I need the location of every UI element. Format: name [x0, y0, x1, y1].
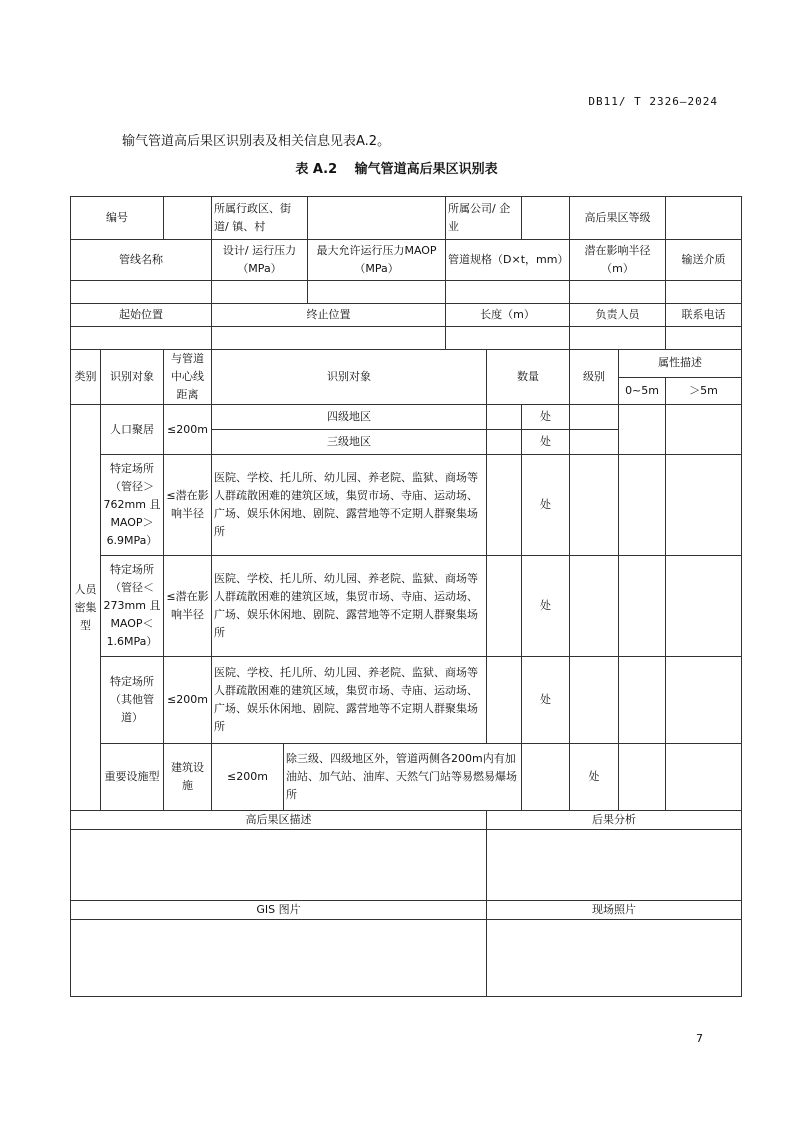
special3-object: 特定场所（其他管道） [101, 657, 164, 744]
object-header: 识别对象 [101, 350, 164, 405]
page-number: 7 [696, 1032, 703, 1045]
site-photo-box[interactable] [487, 920, 742, 997]
facility-attr-0-5[interactable] [666, 744, 742, 811]
special1-distance: ≤潜在影响半径 [164, 455, 212, 556]
special1-object: 特定场所（管径＞762mm 且MAOP＞6.9MPa） [101, 455, 164, 556]
special1-target: 医院、学校、托儿所、幼儿园、养老院、监狱、商场等人群疏散困难的建筑区域，集贸市场、寺庙、运动场、广场、娱乐休闲地、剧院、露营地等不定期人群聚集场所 [212, 455, 487, 556]
maop-value[interactable] [308, 281, 446, 304]
special2-attr-0-5[interactable] [619, 556, 666, 657]
special1-attr-0-5[interactable] [619, 455, 666, 556]
consequence-analysis-box[interactable] [487, 830, 742, 901]
phone-value[interactable] [666, 327, 742, 350]
grade3-quantity[interactable] [487, 430, 522, 455]
attribute-gt5m-header: ＞5m [666, 377, 742, 405]
target-header: 识别对象 [212, 350, 487, 405]
special1-quantity[interactable] [487, 455, 522, 556]
company-label: 所属公司/ 企业 [446, 197, 522, 240]
special3-attr-gt5[interactable] [666, 657, 742, 744]
facility-distance: ≤200m [212, 744, 284, 811]
special3-unit: 处 [522, 657, 570, 744]
special3-level[interactable] [570, 657, 619, 744]
length-value[interactable] [446, 327, 570, 350]
document-code: DB11/ T 2326—2024 [588, 95, 718, 108]
special2-unit: 处 [522, 556, 570, 657]
facility-target: 除三级、四级地区外，管道两侧各200m内有加油站、加气站、油库、天然气门站等易燃易爆场所 [284, 744, 522, 811]
grade3-unit: 处 [522, 430, 570, 455]
facility-category: 重要设施型 [101, 744, 164, 811]
facility-level[interactable] [619, 744, 666, 811]
facility-quantity[interactable] [522, 744, 570, 811]
grade4-quantity[interactable] [487, 405, 522, 430]
special2-target: 医院、学校、托儿所、幼儿园、养老院、监狱、商场等人群疏散困难的建筑区域，集贸市场、寺庙、运动场、广场、娱乐休闲地、剧院、露营地等不定期人群聚集场所 [212, 556, 487, 657]
special3-attr-0-5[interactable] [619, 657, 666, 744]
quantity-header: 数量 [487, 350, 570, 405]
facility-object: 建筑设施 [164, 744, 212, 811]
site-photo-header: 现场照片 [487, 901, 742, 920]
attribute-header: 属性描述 [619, 350, 742, 378]
pipe-spec-label: 管道规格（D×t，mm） [446, 240, 570, 281]
grade-label: 高后果区等级 [570, 197, 666, 240]
distance-header: 与管道中心线距离 [164, 350, 212, 405]
gathering-object: 人口聚居 [101, 405, 164, 455]
design-pressure-label: 设计/ 运行压力（MPa） [212, 240, 308, 281]
special3-target: 医院、学校、托儿所、幼儿园、养老院、监狱、商场等人群疏散困难的建筑区域，集贸市场、寺庙、运动场、广场、娱乐休闲地、剧院、露营地等不定期人群聚集场所 [212, 657, 487, 744]
special1-attr-gt5[interactable] [666, 455, 742, 556]
end-position-label: 终止位置 [212, 304, 446, 327]
gis-image-header: GIS 图片 [71, 901, 487, 920]
phone-label: 联系电话 [666, 304, 742, 327]
table-caption: 表 A.2 输气管道高后果区识别表 [295, 162, 498, 177]
special2-distance: ≤潜在影响半径 [164, 556, 212, 657]
start-position-label: 起始位置 [71, 304, 212, 327]
length-label: 长度（m） [446, 304, 570, 327]
gathering-attr-0-5[interactable] [619, 405, 666, 455]
consequence-analysis-header: 后果分析 [487, 811, 742, 830]
facility-unit: 处 [570, 744, 619, 811]
start-position-value[interactable] [71, 327, 212, 350]
grade4-area: 四级地区 [212, 405, 487, 430]
medium-value[interactable] [666, 281, 742, 304]
end-position-value[interactable] [212, 327, 446, 350]
intro-text: 输气管道高后果区识别表及相关信息见表A.2。 [122, 134, 391, 149]
special2-level[interactable] [570, 556, 619, 657]
grade3-area: 三级地区 [212, 430, 487, 455]
special2-quantity[interactable] [487, 556, 522, 657]
grade-value[interactable] [666, 197, 742, 240]
responsible-person-label: 负责人员 [570, 304, 666, 327]
impact-radius-value[interactable] [570, 281, 666, 304]
pipeline-name-label: 管线名称 [71, 240, 212, 281]
design-pressure-value[interactable] [212, 281, 308, 304]
grade3-level[interactable] [570, 430, 619, 455]
category-header: 类别 [71, 350, 101, 405]
gathering-attr-gt5[interactable] [666, 405, 742, 455]
responsible-person-value[interactable] [570, 327, 666, 350]
special3-distance: ≤200m [164, 657, 212, 744]
special1-unit: 处 [522, 455, 570, 556]
grade4-level[interactable] [570, 405, 619, 430]
gis-image-box[interactable] [71, 920, 487, 997]
people-category: 人员密集型 [71, 405, 101, 811]
company-value[interactable] [522, 197, 570, 240]
district-value[interactable] [308, 197, 446, 240]
level-header: 级别 [570, 350, 619, 405]
hca-identification-table [70, 196, 742, 997]
district-label: 所属行政区、街道/ 镇、村 [212, 197, 308, 240]
pipeline-name-value[interactable] [71, 281, 212, 304]
medium-label: 输送介质 [666, 240, 742, 281]
attribute-0-5m-header: 0~5m [619, 377, 666, 405]
special3-quantity[interactable] [487, 657, 522, 744]
special2-object: 特定场所（管径＜273mm 且MAOP＜1.6MPa） [101, 556, 164, 657]
id-label: 编号 [71, 197, 164, 240]
area-description-box[interactable] [71, 830, 487, 901]
pipe-spec-value[interactable] [446, 281, 570, 304]
grade4-unit: 处 [522, 405, 570, 430]
special1-level[interactable] [570, 455, 619, 556]
area-description-header: 高后果区描述 [71, 811, 487, 830]
id-value[interactable] [164, 197, 212, 240]
impact-radius-label: 潜在影响半径（m） [570, 240, 666, 281]
maop-label: 最大允许运行压力MAOP（MPa） [308, 240, 446, 281]
special2-attr-gt5[interactable] [666, 556, 742, 657]
gathering-distance: ≤200m [164, 405, 212, 455]
